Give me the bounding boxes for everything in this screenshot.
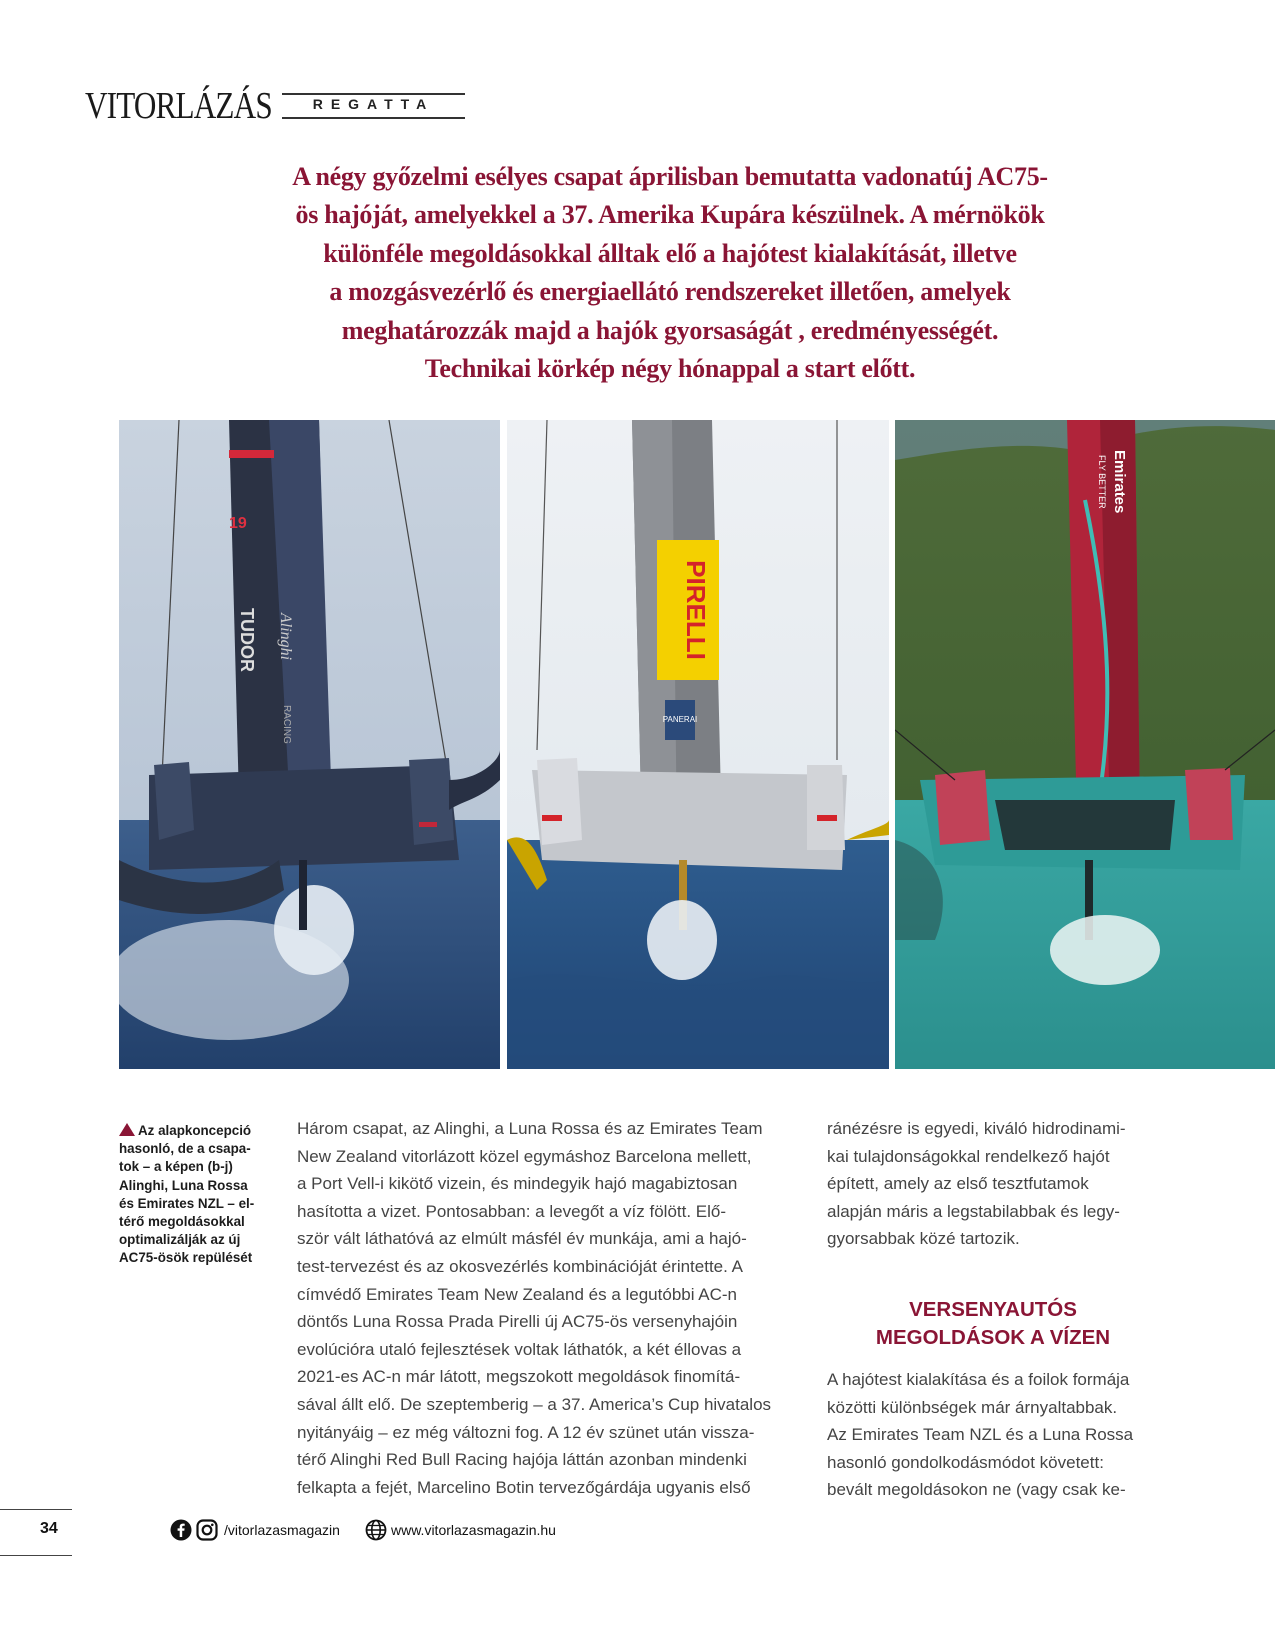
lead-line: különféle megoldásokkal álltak elő a hajótest kialakítását, illetve xyxy=(323,238,1017,268)
page-number: 34 xyxy=(40,1520,58,1537)
lead-line: ös hajóját, amelyekkel a 37. Amerika Kupára készülnek. A mérnökök xyxy=(295,200,1045,230)
facebook-icon[interactable] xyxy=(170,1519,192,1546)
body-line: sával állt elő. De szeptemberig – a 37. America’s Cup hivatalos xyxy=(297,1394,772,1414)
mast-text: Alinghi xyxy=(277,613,294,661)
caption-line: és Emirates NZL – el- xyxy=(119,1195,255,1211)
caption-line: optimalizálják az új xyxy=(119,1232,241,1248)
body-line: gyorsabbak közé tartozik. xyxy=(827,1229,1020,1249)
lead-line: A négy győzelmi esélyes csapat áprilisban bemutatta vadonatúj AC75- xyxy=(292,162,1048,191)
caption-line: Alinghi, Luna Rossa xyxy=(119,1177,248,1193)
photo-alinghi-boat xyxy=(119,420,500,1069)
subheading-line: MEGOLDÁSOK A VÍZEN xyxy=(875,1326,1111,1349)
body-line: közötti különbségek már árnyaltabbak. xyxy=(827,1397,1118,1417)
body-line: kai tulajdonságokkal rendelkező hajót xyxy=(827,1146,1110,1166)
mast-text: TUDOR xyxy=(237,608,257,672)
mast-text: PIRELLI xyxy=(681,560,711,660)
photo-caption xyxy=(119,1122,274,1268)
photo-luna-rossa-boat xyxy=(507,420,889,1069)
section-label: REGATTA xyxy=(312,96,435,112)
mast-text: RACING xyxy=(281,705,292,744)
section-subheading xyxy=(827,1296,1159,1352)
caption-line: tok – a képen (b-j) xyxy=(119,1159,233,1175)
body-column-2-bottom xyxy=(827,1366,1159,1504)
subheading-line: VERSENYAUTÓS xyxy=(909,1298,1077,1321)
mast-text: Emirates xyxy=(1111,450,1128,514)
body-column-2-top xyxy=(827,1115,1159,1253)
magazine-brand: VITORLÁZÁS xyxy=(85,85,272,127)
body-line: alapján máris a legstabilabbak és legy- xyxy=(827,1201,1120,1221)
caption-line: Az alapkoncepció xyxy=(138,1123,252,1138)
body-line: döntős Luna Rossa Prada Pirelli új AC75-ös versenyhajóin xyxy=(297,1312,738,1332)
body-line: felkapta a fejét, Marcelino Botin tervezőgárdája ugyanis első xyxy=(297,1477,751,1497)
body-line: bevált megoldásokon ne (vagy csak ke- xyxy=(827,1480,1126,1500)
body-line: ránézésre is egyedi, kiváló hidrodinami- xyxy=(827,1119,1126,1138)
caption-line: térő megoldásokkal xyxy=(119,1214,245,1230)
mast-text: 19 xyxy=(229,515,247,532)
photo-emirates-nzl-boat xyxy=(895,420,1275,1069)
body-line: térő Alinghi Red Bull Racing hajója láttán azonban mindenki xyxy=(297,1450,747,1470)
body-line: hasította a vizet. Pontosabban: a levegőt a víz fölött. Elő- xyxy=(297,1201,727,1221)
globe-icon xyxy=(365,1519,387,1546)
body-line: New Zealand vitorlázott közel egymáshoz Barcelona mellett, xyxy=(297,1146,752,1166)
mast-text: PANERAI xyxy=(662,715,698,724)
body-line: nyitányáig – ez még változni fog. A 12 év szünet után vissza- xyxy=(297,1422,755,1442)
body-line: ször vált láthatóvá az elmúlt másfél év munkája, ami a hajó- xyxy=(297,1229,747,1249)
lead-paragraph xyxy=(215,158,1125,388)
lead-line: a mozgásvezérlő és energiaellátó rendszereket illetően, amelyek xyxy=(329,277,1011,307)
social-handle[interactable]: /vitorlazasmagazin xyxy=(224,1522,340,1538)
body-line: a Port Vell-i kikötő vizein, és mindegyik hajó magabiztosan xyxy=(297,1174,738,1194)
body-line: evolúcióra utaló fejlesztések voltak láthatók, a két éllovas a xyxy=(297,1339,742,1359)
body-line: címvédő Emirates Team New Zealand és a legutóbbi AC-n xyxy=(297,1284,738,1304)
mast-text: FLY BETTER xyxy=(1097,455,1107,509)
instagram-icon[interactable] xyxy=(196,1519,218,1546)
body-line: A hajótest kialakítása és a foilok formája xyxy=(827,1370,1130,1389)
footer-divider xyxy=(0,1555,72,1556)
body-line: test-tervezést és az okosvezérlés kombinációját érintette. A xyxy=(297,1256,743,1276)
footer-divider xyxy=(0,1509,72,1510)
triangle-up-icon xyxy=(119,1123,135,1136)
body-line: Három csapat, az Alinghi, a Luna Rossa és az Emirates Team xyxy=(297,1119,763,1138)
body-line: 2021-es AC-n már látott, megszokott megoldások finomítá- xyxy=(297,1367,741,1387)
caption-line: AC75-ösök repülését xyxy=(119,1250,253,1266)
lead-line: meghatározzák majd a hajók gyorsaságát , eredményességét. xyxy=(341,315,999,345)
body-line: Az Emirates Team NZL és a Luna Rossa xyxy=(827,1425,1134,1445)
body-line: hasonló gondolkodásmódot követett: xyxy=(827,1452,1104,1472)
body-column-1 xyxy=(297,1115,802,1501)
caption-line: hasonló, de a csapa- xyxy=(119,1141,251,1157)
body-line: épített, amely az első tesztfutamok xyxy=(827,1174,1089,1194)
website-link[interactable]: www.vitorlazasmagazin.hu xyxy=(391,1522,556,1538)
lead-line: Technikai körkép négy hónappal a start előtt. xyxy=(424,354,916,384)
